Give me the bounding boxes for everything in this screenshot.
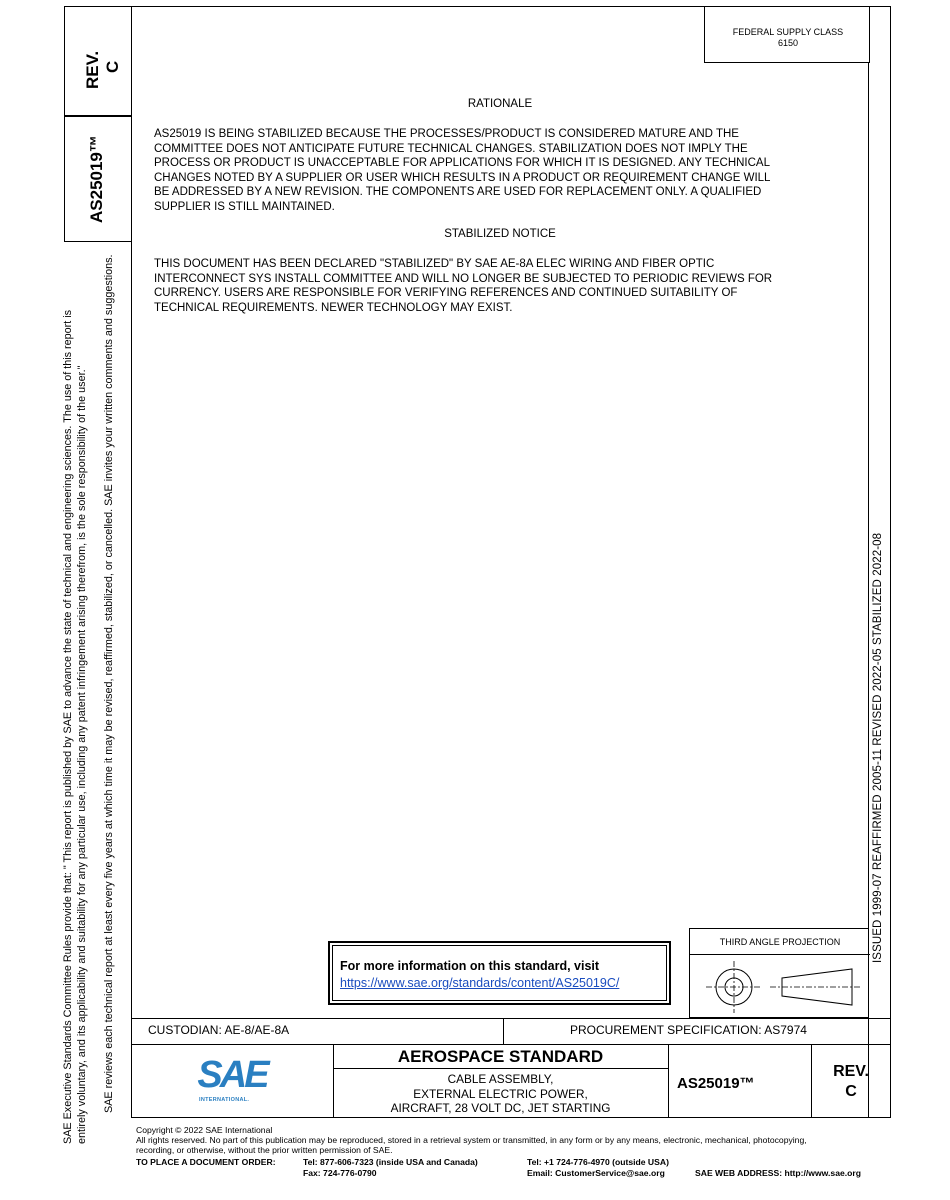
left-doc-number: AS25019™ (87, 135, 106, 223)
document-history: ISSUED 1999-07 REAFFIRMED 2005-11 REVISED 2022-05 STABILIZED 2022-08 (872, 532, 884, 963)
projection-box (689, 928, 869, 1018)
document-title (333, 1072, 668, 1116)
standard-type: AEROSPACE STANDARD (397, 1047, 604, 1066)
rationale-line: COMMITTEE DOES NOT ANTICIPATE FUTURE TECHNICAL CHANGES. STABILIZATION DOES NOT IMPLY THE (154, 142, 748, 155)
frame-left-line (131, 6, 132, 1118)
rules-line-2: entirely voluntary, and its applicability and suitability for any particular use, including any patent infringement arising therefrom, is the sole responsibility of the user." (76, 365, 88, 1144)
title-block-divider-1 (503, 1018, 504, 1044)
left-rev-box (64, 6, 132, 116)
footer-rights-1: All rights reserved. No part of this publication may be reproduced, stored in a retrieval system or transmitted, in any form or by any means, electronic, mechanical, photocopying, (136, 1135, 807, 1146)
rationale-line: AS25019 IS BEING STABILIZED BECAUSE THE PROCESSES/PRODUCT IS CONSIDERED MATURE AND THE (154, 128, 739, 140)
footer-copyright: Copyright © 2022 SAE International (136, 1125, 273, 1135)
rationale-line: BE ADDRESSED BY A NEW REVISION. THE COMPONENTS ARE USED FOR REPLACEMENT ONLY. A QUALIFIED (154, 186, 762, 198)
footer-fax: Fax: 724-776-0790 (303, 1168, 377, 1178)
rationale-body (154, 127, 854, 214)
title-block-rev-value: C (845, 1083, 857, 1100)
projection-label: THIRD ANGLE PROJECTION (719, 937, 841, 947)
stabilized-line: TECHNICAL REQUIREMENTS. NEWER TECHNOLOGY MAY EXIST. (154, 301, 513, 314)
rationale-line: PROCESS OR PRODUCT IS UNACCEPTABLE FOR APPLICATIONS FOR WHICH IT IS DESIGNED. ANY TECHNICAL (154, 157, 771, 169)
info-box (328, 941, 671, 1005)
rules-line-3: SAE reviews each technical report at least every five years at which time it may be revised, reaffirmed, stabilized, or cancelled. SAE invites your written comments and suggestions. (103, 254, 115, 1113)
footer-tel-us: Tel: 877-606-7323 (inside USA and Canada) (303, 1157, 478, 1167)
footer-rights-2: recording, or otherwise, without the prior written permission of SAE. (136, 1145, 393, 1156)
title-block-divider-4 (811, 1044, 812, 1118)
title-block-divider-3 (668, 1044, 669, 1118)
left-doc-number-box (64, 116, 132, 242)
title-block-doc-number: AS25019™ (677, 1075, 755, 1092)
stabilized-line: THIS DOCUMENT HAS BEEN DECLARED "STABILIZED" BY SAE AE-8A ELEC WIRING AND FIBER OPTIC (154, 258, 715, 270)
supply-class-box (704, 6, 870, 63)
document-title-line: CABLE ASSEMBLY, (447, 1072, 554, 1086)
left-rev-value: C (103, 60, 122, 73)
left-rev-label: REV. (83, 50, 102, 89)
info-box-inner (332, 945, 667, 1001)
rationale-heading: RATIONALE (467, 98, 533, 110)
footer-order-label: TO PLACE A DOCUMENT ORDER: (136, 1157, 276, 1167)
sae-logo (196, 1054, 274, 1108)
rationale-line: CHANGES NOTED BY A SUPPLIER OR USER WHICH RESULTS IN A PRODUCT OR REQUIREMENT CHANGE WILL (154, 171, 771, 184)
title-block-rev-label: REV. (833, 1063, 869, 1080)
title-block-mid-line (131, 1044, 891, 1045)
supply-class-label: FEDERAL SUPPLY CLASS (732, 27, 844, 37)
rationale-line: SUPPLIER IS STILL MAINTAINED. (154, 200, 335, 213)
stabilized-line: CURRENCY. USERS ARE RESPONSIBLE FOR VERIFYING REFERENCES AND CONTINUED SUITABILITY OF (154, 287, 738, 299)
sae-logo-sub: INTERNATIONAL. (199, 1097, 250, 1103)
stabilized-line: INTERCONNECT SYS INSTALL COMMITTEE AND WILL NO LONGER BE SUBJECTED TO PERIODIC REVIEWS FOR (154, 272, 773, 285)
sae-logo-letters: SAE (197, 1054, 267, 1096)
stabilized-body (154, 257, 854, 315)
standard-info-link[interactable]: https://www.sae.org/standards/content/AS25019C/ (340, 976, 620, 990)
frame-bottom-line (131, 1117, 891, 1118)
info-box-title: For more information on this standard, visit (340, 959, 600, 973)
footer-web: SAE WEB ADDRESS: http://www.sae.org (695, 1168, 861, 1178)
title-block-top-line (131, 1018, 891, 1019)
document-title-line: AIRCRAFT, 28 VOLT DC, JET STARTING (390, 1101, 611, 1115)
footer-email: Email: CustomerService@sae.org (527, 1168, 665, 1178)
stabilized-heading: STABILIZED NOTICE (444, 228, 556, 240)
custodian-text: CUSTODIAN: AE-8/AE-8A (148, 1023, 290, 1037)
standard-type-underline (333, 1068, 668, 1069)
rules-line-1: SAE Executive Standards Committee Rules provide that: " This report is published by SAE to advance the state of technical and engineering sciences. The use of this report is (62, 309, 74, 1144)
third-angle-projection-icon (698, 959, 862, 1015)
supply-class-value: 6150 (777, 38, 799, 48)
document-title-line: EXTERNAL ELECTRIC POWER, (413, 1086, 588, 1101)
footer (136, 1125, 936, 1156)
footer-tel-intl: Tel: +1 724-776-4970 (outside USA) (527, 1157, 669, 1167)
projection-divider (690, 954, 870, 955)
procurement-text: PROCUREMENT SPECIFICATION: AS7974 (570, 1023, 807, 1037)
